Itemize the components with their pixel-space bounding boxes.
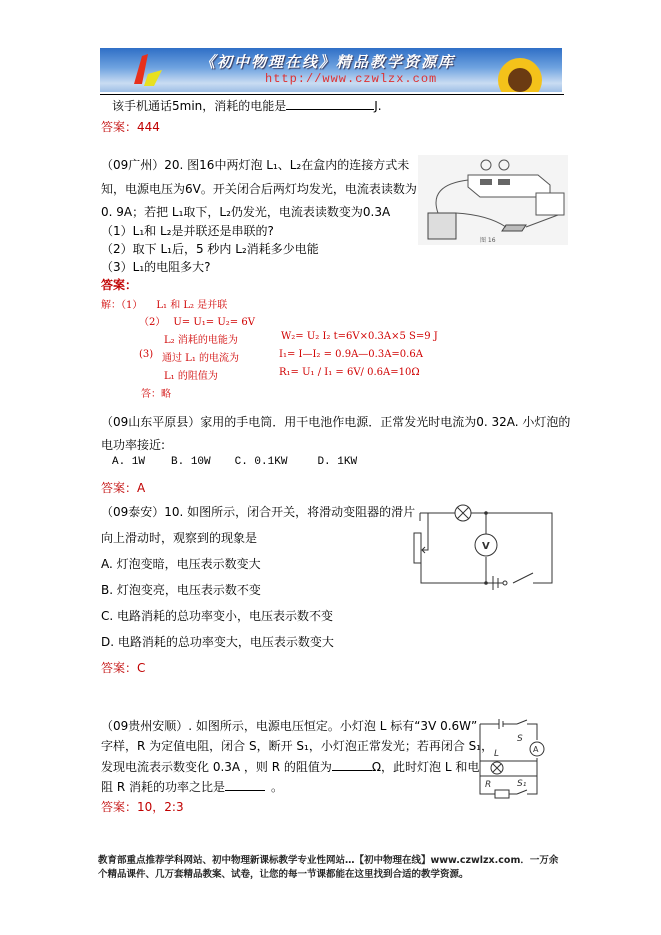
- q3-line: （09山东平原县）家用的手电筒．用干电池作电源．正常发光时电流为0. 32A. 小灯泡的: [101, 415, 571, 429]
- q4-option-c: C. 电路消耗的总功率变小，电压表示数不变: [101, 609, 334, 623]
- banner-title: 《初中物理在线》精品教学资源库: [200, 53, 456, 71]
- label-r: R: [485, 780, 492, 790]
- q5-answer: 答案：10，2:3: [101, 800, 184, 814]
- label-s1: S₁: [517, 779, 527, 789]
- label-l: L: [494, 749, 500, 759]
- solution-step-2b-right: W₂= U₂ I₂ t=6V×0.3A×5 S=9 J: [281, 331, 438, 342]
- s2-label: （2）: [139, 317, 166, 328]
- figure-caption: 图 16: [480, 237, 496, 244]
- q1-answer: 答案：444: [101, 120, 160, 134]
- label-ammeter: A: [533, 745, 539, 754]
- q2-line: （09广州）20. 图16中两灯泡 L₁、L₂在盒内的连接方式未: [101, 158, 410, 172]
- voltmeter-label: V: [482, 541, 490, 552]
- q3-options: [112, 456, 357, 468]
- solution-step-1: [101, 296, 227, 311]
- q5-line: （09贵州安顺）. 如图所示，电源电压恒定。小灯泡 L 标有“3V 0.6W”: [101, 719, 478, 733]
- q5-blank-ratio: [225, 790, 265, 791]
- q2-line: 0. 9A；若把 L₁取下，L₂仍发光，电流表读数变为0.3A: [101, 205, 391, 219]
- q5-circuit-diagram: [475, 716, 555, 801]
- s2-text: U= U₁= U₂= 6V: [173, 317, 255, 328]
- figure-16-circuit-photo: [418, 155, 568, 245]
- s1-text: L₁ 和 L₂ 是并联: [156, 300, 228, 311]
- q5-line: [101, 778, 283, 795]
- q3-answer: 答案：A: [101, 481, 146, 495]
- q4-circuit-diagram: [408, 500, 558, 590]
- q5-line-part: Ω，此时灯泡 L 和电: [371, 760, 480, 774]
- q1-blank: [286, 109, 374, 110]
- footer-line-2: 个精品课件、几万套精品教案、试卷，让您的每一节课都能在这里找到合适的教学资源。: [98, 869, 469, 880]
- q3-option-d: D. 1KW: [317, 456, 358, 468]
- solution-step-3-right: I₁= I—I₂ = 0.9A—0.3A=0.6A: [279, 349, 423, 360]
- s1-label: 解：（1）: [101, 300, 143, 311]
- footer-line-1: 教育部重点推荐学科网站、初中物理新课标教学专业性网站…【初中物理在线】www.czwlzx.com．一万余: [98, 855, 559, 866]
- q4-line: （09泰安）10. 如图所示，闭合开关，将滑动变阻器的滑片: [101, 505, 416, 519]
- q1-prompt: 该手机通话5min，消耗的电能是: [112, 99, 287, 113]
- solution-step-3b-right: R₁= U₁ / I₁ = 6V/ 0.6A=10Ω: [279, 367, 420, 378]
- q5-line-part: 发现电流表示数变化 0.3A ，则 R 的阻值为: [101, 760, 332, 774]
- q4-line: 向上滑动时，观察到的现象是: [101, 531, 258, 545]
- solution-end: 答：略: [141, 389, 171, 400]
- banner-url: http://www.czwlzx.com: [265, 72, 438, 86]
- q2-line: 知，电源电压为6V。开关闭合后两灯均发光，电流表读数为: [101, 182, 417, 196]
- header-banner: [100, 48, 562, 92]
- q5-line-part: 阻 R 消耗的功率之比是: [101, 780, 225, 794]
- q5-line: [101, 758, 479, 775]
- q3-line: 电功率接近:: [101, 438, 166, 452]
- q3-option-b: B. 10W: [171, 456, 211, 468]
- q1-unit: J.: [374, 99, 382, 113]
- q4-option-b: B. 灯泡变亮，电压表示数不变: [101, 583, 261, 597]
- q2-line: （2）取下 L₁后，5 秒内 L₂消耗多少电能: [101, 242, 319, 256]
- q4-answer: 答案：C: [101, 661, 146, 675]
- label-s: S: [517, 734, 523, 744]
- sunflower-icon: [485, 48, 555, 92]
- solution-step-3-left: 通过 L₁ 的电流为: [162, 353, 240, 364]
- solution-step-2: [139, 313, 255, 328]
- q2-line: （1）L₁和 L₂是并联还是串联的?: [101, 224, 274, 238]
- solution-step-3-label: (3): [139, 349, 154, 360]
- header-divider: [100, 94, 564, 95]
- q1-text: [112, 97, 382, 114]
- q4-option-a: A. 灯泡变暗，电压表示数变大: [101, 557, 261, 571]
- q5-blank-resistance: [332, 770, 372, 771]
- q3-option-a: A. 1W: [112, 456, 146, 468]
- solution-step-3b-left: L₁ 的阻值为: [164, 371, 218, 382]
- q4-option-d: D. 电路消耗的总功率变大，电压表示数变大: [101, 635, 334, 649]
- q5-line-part: 。: [270, 780, 283, 794]
- q2-answer-label: 答案：: [101, 278, 138, 292]
- solution-step-2b-left: L₂ 消耗的电能为: [164, 335, 238, 346]
- logo-icon: [128, 50, 168, 90]
- q3-option-c: C. 0.1KW: [234, 456, 288, 468]
- q2-line: （3）L₁的电阻多大?: [101, 260, 211, 274]
- q5-line: 字样，R 为定值电阻，闭合 S，断开 S₁，小灯泡正常发光；若再闭合 S₁，: [101, 739, 494, 753]
